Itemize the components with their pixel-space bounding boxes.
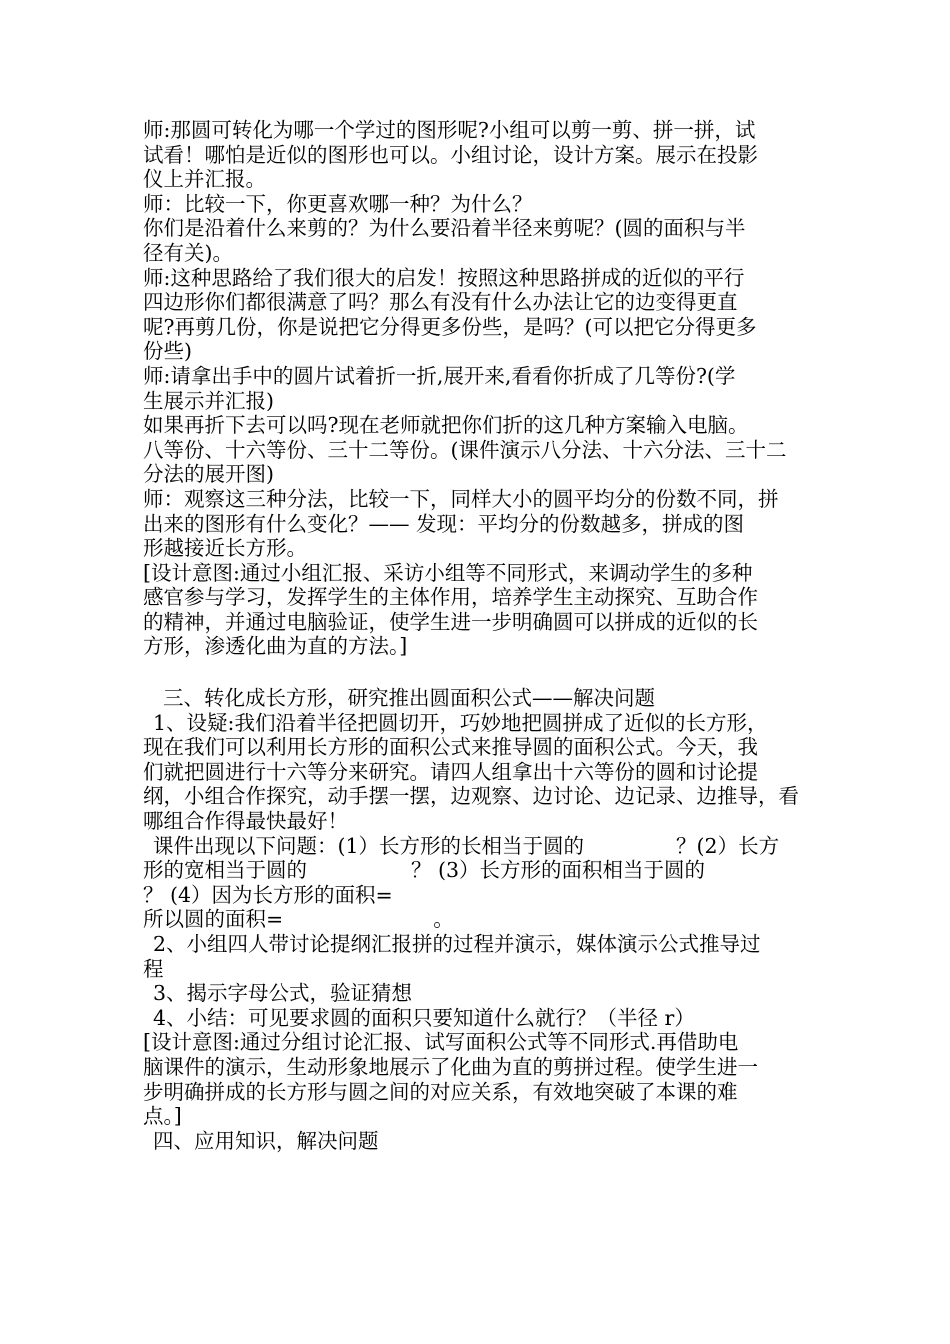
- question-line: [143, 907, 813, 932]
- section-heading: 三、转化成长方形，研究推出圆面积公式——解决问题: [163, 686, 655, 711]
- text-line: 径有关)。: [143, 240, 233, 265]
- text-line: 2、小组四人带讨论提纲汇报拼的过程并演示，媒体演示公式推导过: [153, 932, 761, 956]
- text-line: 纲，小组合作探究，动手摆一摆，边观察、边讨论、边记录、边推导，看: [143, 784, 799, 809]
- text-line: 试看！哪怕是近似的图形也可以。小组讨论，设计方案。展示在投影: [143, 142, 758, 167]
- text-line: 份些): [143, 339, 192, 364]
- question-text: 所以圆的面积=: [143, 907, 284, 932]
- text-line: 哪组合作得最快最好！: [143, 809, 348, 834]
- question-text: 。: [433, 907, 454, 932]
- text-line: 形越接近长方形。: [143, 536, 307, 561]
- section-heading: 四、应用知识，解决问题: [153, 1128, 379, 1153]
- text-line: 师：观察这三种分法，比较一下，同样大小的圆平均分的份数不同，拼: [143, 486, 779, 511]
- text-line: 感官参与学习，发挥学生的主体作用，培养学生主动探究、互助合作: [143, 585, 758, 610]
- text-line: 点。]: [143, 1104, 182, 1129]
- text-line: [设计意图:通过分组讨论汇报、试写面积公式等不同形式.再借助电: [143, 1030, 739, 1055]
- text-line: 呢?再剪几份，你是说把它分得更多份些，是吗？(可以把它分得更多: [143, 314, 757, 339]
- text-line: 3、揭示字母公式，验证猜想: [153, 981, 413, 1006]
- text-line: 师:这种思路给了我们很大的启发！按照这种思路拼成的近似的平行: [143, 265, 745, 290]
- text-line: 们就把圆进行十六等分来研究。请四人组拿出十六等份的圆和讨论提: [143, 759, 758, 784]
- text-line: 4、小结：可见要求圆的面积只要知道什么就行？（半径 r）: [153, 1005, 695, 1030]
- text-line: 的精神，并通过电脑验证，使学生进一步明确圆可以拼成的近似的长: [143, 609, 758, 634]
- question-text: ？ (3）长方形的面积相当于圆的: [411, 858, 706, 883]
- question-line: [143, 834, 813, 859]
- text-line: 方形，渗透化曲为直的方法。]: [143, 634, 408, 659]
- text-line: 现在我们可以利用长方形的面积公式来推导圆的面积公式。今天，我: [143, 735, 758, 760]
- text-line: 出来的图形有什么变化？—— 发现：平均分的份数越多，拼成的图: [143, 511, 745, 536]
- question-text: 课件出现以下问题：(1）长方形的长相当于圆的: [153, 833, 585, 858]
- text-line: [设计意图:通过小组汇报、采访小组等不同形式，来调动学生的多种: [143, 560, 753, 585]
- text-line: 八等份、十六等份、三十二等份。(课件演示八分法、十六分法、三十二: [143, 437, 787, 462]
- text-line: 如果再折下去可以吗?现在老师就把你们折的这几种方案输入电脑。: [143, 413, 749, 438]
- text-line: 师:请拿出手中的圆片试着折一折,展开来,看看你折成了几等份?(学: [143, 363, 736, 388]
- paragraph-gap: [143, 659, 813, 686]
- text-line: 脑课件的演示，生动形象地展示了化曲为直的剪拼过程。使学生进一: [143, 1054, 758, 1079]
- question-line: ？ (4）因为长方形的面积=: [143, 882, 393, 907]
- document-page: [143, 118, 813, 1153]
- text-line: 师：比较一下，你更喜欢哪一种？为什么？: [143, 191, 533, 216]
- text-line: 1、设疑:我们沿着半径把圆切开，巧妙地把圆拼成了近似的长方形，: [153, 710, 768, 735]
- text-line: 生展示并汇报): [143, 388, 274, 413]
- text-line: 仪上并汇报。: [143, 167, 266, 192]
- text-line: 四边形你们都很满意了吗？那么有没有什么办法让它的边变得更直: [143, 290, 738, 315]
- text-line: 步明确拼成的长方形与圆之间的对应关系，有效地突破了本课的难: [143, 1079, 738, 1104]
- text-line: 你们是沿着什么来剪的？为什么要沿着半径来剪呢？(圆的面积与半: [143, 216, 746, 241]
- question-text: ？(2）长方: [676, 833, 780, 858]
- text-line: 程: [143, 956, 164, 981]
- question-text: 形的宽相当于圆的: [143, 858, 307, 883]
- question-line: [143, 858, 813, 883]
- text-line: 分法的展开图): [143, 462, 274, 487]
- text-line: 师:那圆可转化为哪一个学过的图形呢?小组可以剪一剪、拼一拼，试: [143, 118, 756, 142]
